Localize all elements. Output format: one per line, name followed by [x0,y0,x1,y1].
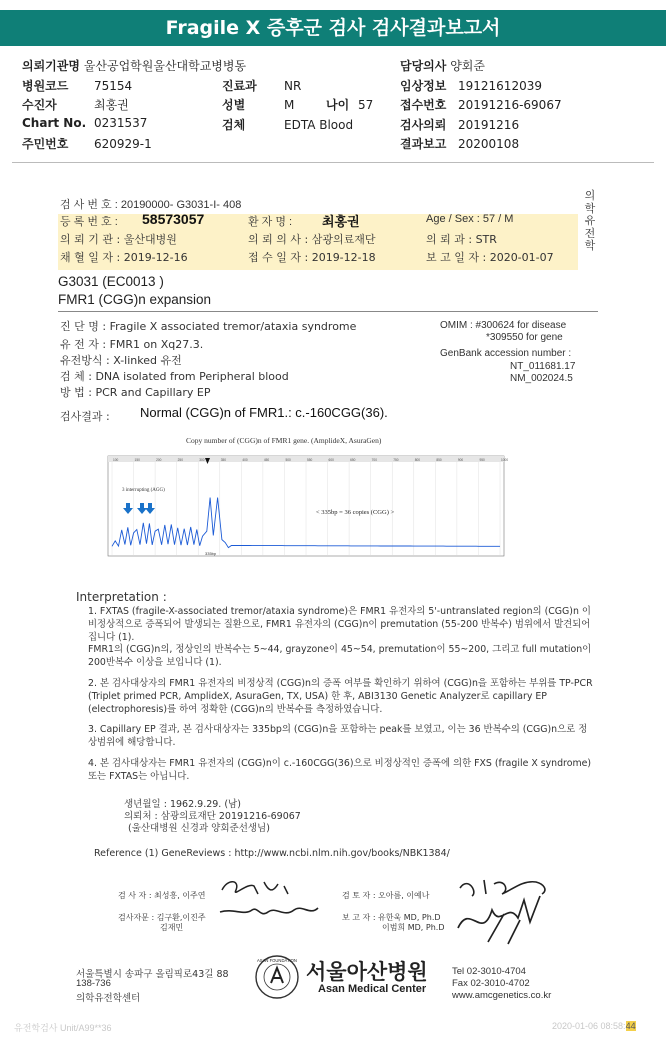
chart-x-tick-label: 350 [220,458,227,462]
fax: Fax 02-3010-4702 [452,978,530,989]
chart-x-tick-label: 900 [457,458,464,462]
chart-no-row: Chart No. 0231537 [22,116,148,130]
paragraph-4: 4. 본 검사대상자는 FMR1 유전자의 (CGG)n이 c.-160CGG(36)으로 비정상적인 증폭에 의한 FXS (fragile X syndrome) 또는 FXTAS는 아닙니다. [88,758,592,782]
result-value: Normal (CGG)n of FMR1.: c.-160CGG(36). [140,405,388,420]
requester-2: (울산대병원 신경과 양회준선생님) [128,823,270,834]
chart-x-tick-label: 150 [134,458,140,462]
chart-x-tick-label: 550 [307,458,313,462]
receipt-row: 접수번호 20191216-69067 [400,98,562,112]
reporter: 보 고 자 : 유한욱 MD, Ph.D [342,913,441,922]
asan-foundation-logo [254,954,300,1000]
dept-row: 진료과 NR [222,79,302,93]
chart-x-tick-label: 400 [242,458,248,462]
vertical-dept-label: 의학유전학 [584,189,596,252]
chart-annotation-right: < 335bp = 36 copies (CGG) > [316,509,395,516]
svg-text:ASAN FOUNDATION: ASAN FOUNDATION [257,958,297,963]
reg-no-value: 58573057 [142,211,205,227]
reporter-2: 이범희 MD, Ph.D [382,923,445,932]
request-row: 검사의뢰 20191216 [400,118,520,132]
chart-title: Copy number of (CGG)n of FMR1 gene. (AmplideX, AsuraGen) [186,436,382,445]
paragraph-1b: FMR1의 (CGG)n의, 정상인의 반복수는 5~44, grayzone이 45~54, premutation이 55~200, 그리고 full mutation이 200반복수 이상을 보입니다 (1). [88,644,592,668]
collect-date: 채 혈 일 자 : 2019-12-16 [60,251,188,264]
request-doctor: 의 뢰 의 사 : 삼광의료재단 [248,233,376,246]
request-dept: 의 뢰 과 : STR [426,233,497,246]
report-date-row: 결과보고 20200108 [400,137,520,151]
exam-number: 검 사 번 호 : 20190000- G3031-I- 408 [60,199,242,211]
paragraph-3: 3. Capillary EP 결과, 본 검사대상자는 335bp의 (CGG)n을 포함하는 peak를 보였고, 이는 36 반복수의 (CGG)n으로 정상범위에 해당합니다. [88,724,588,748]
reg-no-label: 등 록 번 호 : [60,216,118,228]
address-3: 의학유전학센터 [76,993,141,1004]
website: www.amcgenetics.co.kr [452,990,552,1001]
chart-x-tick-label: 200 [156,458,162,462]
hospital-code-row: 병원코드 75154 [22,79,133,93]
age-row: 나이 57 [326,98,374,112]
report-title-banner: Fragile X 증후군 검사 검사결과보고서 [0,10,666,46]
chart-x-tick-label: 800 [414,458,421,462]
test-name: FMR1 (CGG)n expansion [58,292,212,307]
patient-name-value: 최홍권 [322,215,360,230]
section-divider [58,311,598,312]
chart-peak-label: 335bp [205,551,217,556]
chart-x-tick-label: 250 [177,458,183,462]
advisor: 검사자문 : 김구환,이진주 [118,913,206,922]
doctor-row: 담당의사 양회준 [400,59,485,73]
chart-x-tick-label: 300 [199,458,205,462]
specimen: 검 체 : DNA isolated from Peripheral blood [60,370,289,383]
genbank-2: NM_002024.5 [510,373,573,384]
chart-x-tick-label: 700 [371,458,377,462]
chart-x-tick-label: 650 [350,458,356,462]
specimen-row: 검체 EDTA Blood [222,118,354,132]
tel: Tel 02-3010-4704 [452,966,526,977]
chart-x-tick-label: 100 [113,458,119,462]
institution-row: 의뢰기관명 울산공업학원울산대학교병병동 [22,59,247,73]
address-1: 서울특별시 송파구 올림픽로43길 88 [76,969,229,980]
method: 방 법 : PCR and Capillary EP [60,386,211,399]
hospital-name: 서울아산병원 [306,960,428,984]
requester: 의뢰처 : 삼광의료재단 20191216-69067 [124,811,301,822]
request-institution: 의 뢰 기 관 : 울산대병원 [60,233,177,246]
hospital-name-en: Asan Medical Center [318,983,427,995]
age-sex: Age / Sex : 57 / M [426,213,514,225]
resident-row: 주민번호 620929-1 [22,137,152,151]
test-code: G3031 (EC0013 ) [58,274,164,289]
genbank-1: NT_011681.17 [510,361,576,372]
sex-row: 성별 M [222,98,295,112]
diagnosis: 진 단 명 : Fragile X associated tremor/ataxia syndrome [60,320,357,333]
result-label: 검사결과 : [60,410,110,423]
footer-right-highlight: 44 [625,1021,636,1031]
address-2: 138-736 [76,978,111,989]
birth-date: 생년월일 : 1962.9.29. (남) [124,799,241,810]
chart-x-tick-label: 600 [328,458,334,462]
header-divider [12,162,654,163]
omim-disease: OMIM : #300624 for disease [440,320,567,331]
chart-x-tick-label: 850 [436,458,442,462]
advisor-2: 김재민 [160,923,184,932]
interpretation-title: Interpretation : [76,590,167,604]
gene: 유 전 자 : FMR1 on Xq27.3. [60,338,204,351]
paragraph-1: 1. FXTAS (fragile-X-associated tremor/ataxia syndrome)은 FMR1 유전자의 5'-untranslated region의 (CGG)n 이 비정상적으로 증폭되어 발생되는 질환으로, FMR1 유전자의 (CGG)n이 premutation (55-200 반복수) 범위에서 발견되어집니다 (1). [88,606,591,643]
report-date: 보 고 일 자 : 2020-01-07 [426,251,554,264]
examiner: 검 사 자 : 최성흥, 이주연 [118,891,206,900]
reference: Reference (1) GeneReviews : http://www.ncbi.nlm.nih.gov/books/NBK1384/ [94,848,450,859]
chart-x-tick-label: 750 [393,458,399,462]
examiner-signature [214,872,324,932]
patient-name-label: 환 자 명 : [248,216,293,228]
chart-top-bar [108,456,504,462]
omim-gene: *309550 for gene [486,332,563,343]
footer-right: 2020-01-06 08:58:44 [552,1021,636,1031]
clinical-row: 임상정보 19121612039 [400,79,542,93]
receipt-date: 접 수 일 자 : 2019-12-18 [248,251,376,264]
inheritance: 유전방식 : X-linked 유전 [60,354,182,367]
reviewer: 검 토 자 : 오아름, 이예나 [342,891,430,900]
chart-x-tick-label: 950 [479,458,485,462]
genbank-label: GenBank accession number : [440,348,572,359]
patient-row: 수진자 최홍권 [22,98,129,112]
chart-x-tick-label: 1000 [501,458,509,462]
electropherogram-chart [108,456,509,556]
paragraph-2: 2. 본 검사대상자의 FMR1 유전자의 비정상적 (CGG)n의 증폭 여부를 확인하기 위하여 (CGG)n을 포함하는 부위를 TP-PCR (Triplet primed PCR, AmplideX, AsuraGen, TX, USA) 한 후, ABI3130 Genetic Analyzer로 capillary EP (electrophoresis)를 하여 정확한 (CGG)n의 반복수를 측정하였습니다. [88,678,593,715]
footer-left: 유전학검사 Unit/A99**36 [14,1023,112,1033]
chart-x-tick-label: 450 [263,458,270,462]
reviewer-signature [448,872,558,950]
chart-x-tick-label: 500 [285,458,291,462]
chart-annotation-left: 3 interrupting (AGG) [122,488,165,493]
